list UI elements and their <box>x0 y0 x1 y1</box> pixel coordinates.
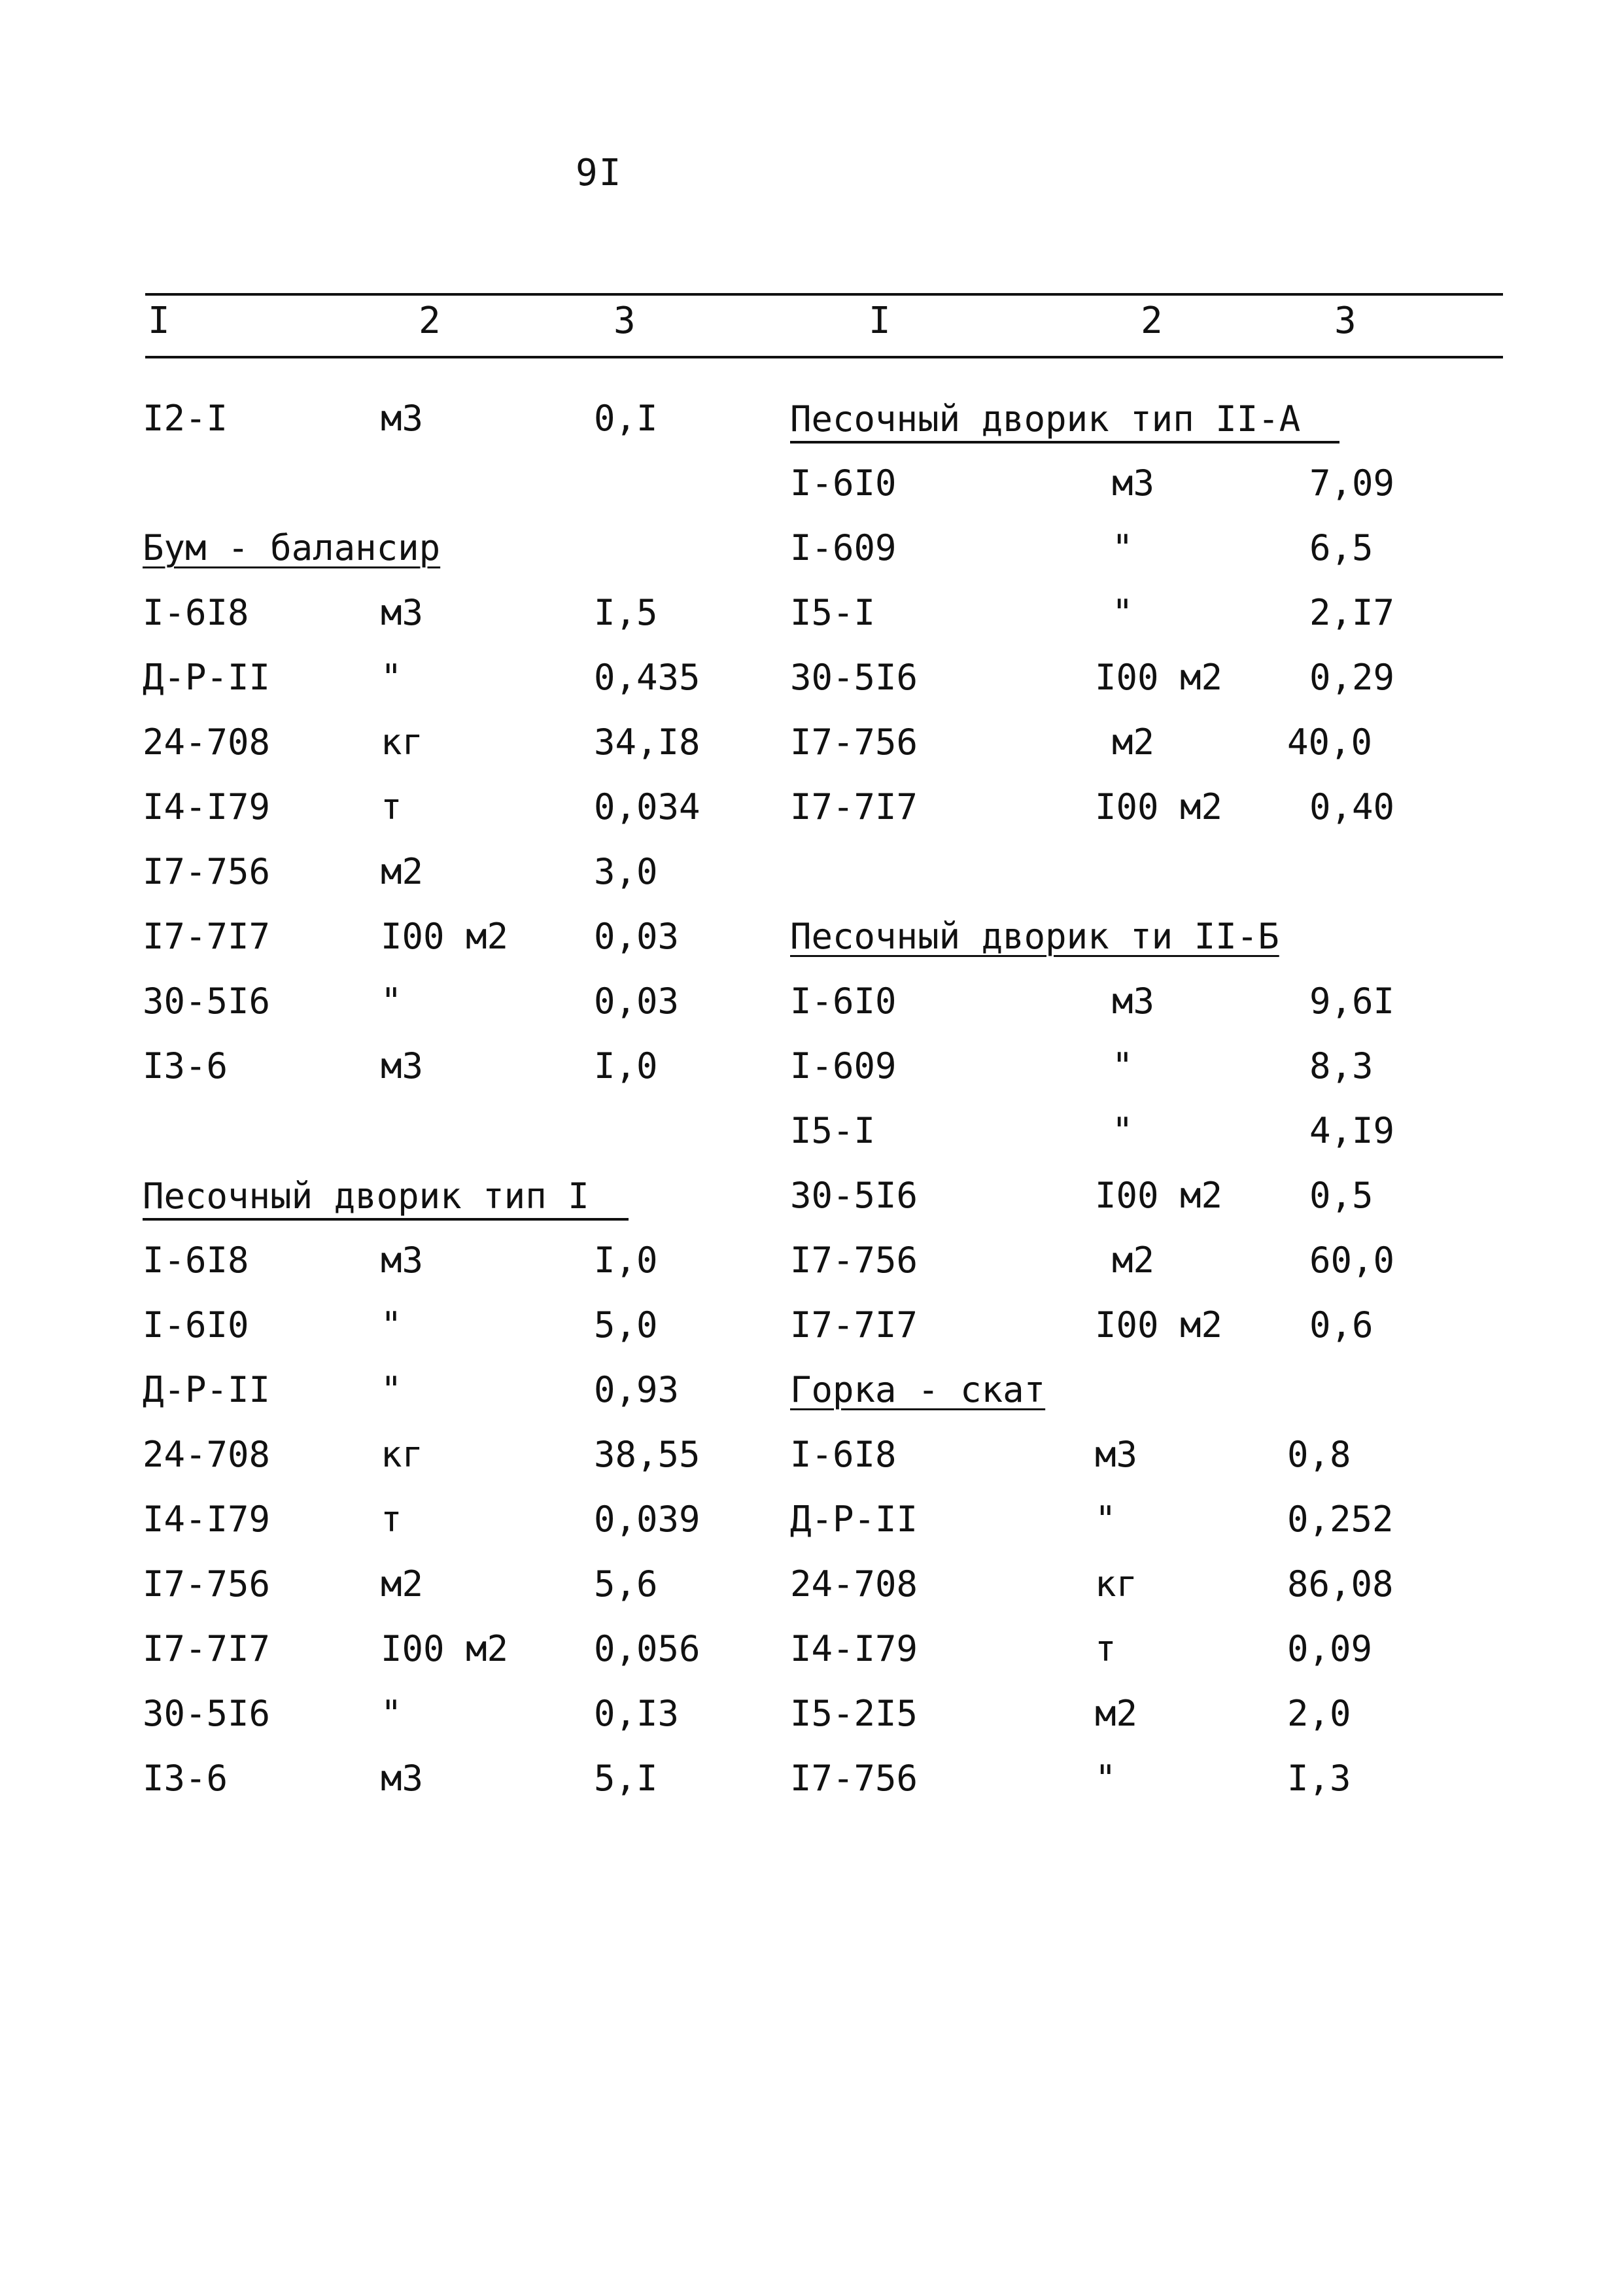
item-value: 0,039 <box>594 1499 700 1540</box>
item-code: I7-7I7 <box>143 1628 271 1669</box>
item-value: 2,0 <box>1287 1693 1351 1734</box>
item-unit: т <box>381 786 402 827</box>
item-value: 8,3 <box>1309 1045 1373 1087</box>
item-value: 34,I8 <box>594 722 700 763</box>
item-value: 4,I9 <box>1309 1110 1395 1151</box>
item-value: I,5 <box>594 592 658 633</box>
item-code: I-6I8 <box>790 1434 897 1475</box>
item-unit: I00 м2 <box>1095 1175 1223 1216</box>
item-code: I5-2I5 <box>790 1693 918 1734</box>
item-code: I5-I <box>790 592 876 633</box>
item-unit: кг <box>1095 1563 1138 1605</box>
item-unit: " <box>381 1304 402 1346</box>
item-code: I4-I79 <box>143 1499 271 1540</box>
item-value: 5,6 <box>594 1563 658 1605</box>
item-code: I-6I0 <box>143 1304 249 1346</box>
section-title: Песочный дворик тип I <box>143 1175 629 1221</box>
item-unit: I00 м2 <box>1095 657 1223 698</box>
item-value: 0,03 <box>594 981 680 1022</box>
page-number: 9I <box>576 152 623 194</box>
item-code: Д-Р-II <box>143 1369 271 1410</box>
item-unit: кг <box>381 1434 424 1475</box>
item-code: I2-I <box>143 398 228 439</box>
item-value: 0,29 <box>1309 657 1395 698</box>
item-value: I,3 <box>1287 1758 1351 1799</box>
item-code: 24-708 <box>143 1434 271 1475</box>
item-value: 6,5 <box>1309 527 1373 568</box>
item-code: I-6I0 <box>790 462 897 504</box>
item-value: 0,09 <box>1287 1628 1373 1669</box>
header-col-1: I <box>148 300 170 342</box>
item-unit: " <box>381 1693 402 1734</box>
item-code: 24-708 <box>143 722 271 763</box>
item-value: 0,435 <box>594 657 700 698</box>
item-code: I-6I8 <box>143 1240 249 1281</box>
item-code: I4-I79 <box>143 786 271 827</box>
item-value: 5,I <box>594 1758 658 1799</box>
item-code: I7-756 <box>143 1563 271 1605</box>
section-title: Горка - скат <box>790 1369 1046 1410</box>
item-value: 7,09 <box>1309 462 1395 504</box>
header-bottom-rule <box>145 356 1503 358</box>
item-unit: I00 м2 <box>381 1628 509 1669</box>
item-value: 0,40 <box>1309 786 1395 827</box>
item-code: Д-Р-II <box>143 657 271 698</box>
item-value: 0,93 <box>594 1369 680 1410</box>
item-unit: " <box>1095 1499 1116 1540</box>
item-code: I7-756 <box>790 1240 918 1281</box>
item-code: I3-6 <box>143 1758 228 1799</box>
item-unit: м2 <box>1112 722 1155 763</box>
item-code: I7-7I7 <box>143 916 271 957</box>
section-title: Песочный дворик тип II-А <box>790 398 1339 444</box>
item-value: I,0 <box>594 1240 658 1281</box>
header-col-5: 2 <box>1141 300 1163 342</box>
item-unit: м2 <box>381 851 424 892</box>
header-col-6: 3 <box>1334 300 1356 342</box>
item-value: 60,0 <box>1309 1240 1395 1281</box>
item-code: I7-7I7 <box>790 1304 918 1346</box>
item-value: 86,08 <box>1287 1563 1394 1605</box>
header-col-2: 2 <box>419 300 441 342</box>
item-value: 0,03 <box>594 916 680 957</box>
item-unit: м2 <box>1112 1240 1155 1281</box>
item-unit: т <box>1095 1628 1116 1669</box>
item-unit: м3 <box>381 398 424 439</box>
item-unit: " <box>1112 1110 1133 1151</box>
item-unit: т <box>381 1499 402 1540</box>
item-unit: " <box>1112 1045 1133 1087</box>
item-code: I-609 <box>790 527 897 568</box>
item-value: 0,5 <box>1309 1175 1373 1216</box>
item-unit: м3 <box>1112 462 1155 504</box>
item-value: 0,056 <box>594 1628 700 1669</box>
header-col-3: 3 <box>613 300 636 342</box>
header-col-4: I <box>869 300 891 342</box>
item-unit: " <box>1112 527 1133 568</box>
item-unit: м3 <box>1112 981 1155 1022</box>
item-value: 0,I <box>594 398 658 439</box>
item-code: 30-5I6 <box>790 1175 918 1216</box>
item-unit: м3 <box>381 1045 424 1087</box>
item-value: 40,0 <box>1287 722 1373 763</box>
item-unit: м3 <box>381 592 424 633</box>
item-unit: I00 м2 <box>381 916 509 957</box>
item-unit: I00 м2 <box>1095 786 1223 827</box>
section-title: Песочный дворик ти II-Б <box>790 916 1279 957</box>
item-code: 30-5I6 <box>143 1693 271 1734</box>
item-code: 30-5I6 <box>790 657 918 698</box>
item-code: I5-I <box>790 1110 876 1151</box>
item-value: I,0 <box>594 1045 658 1087</box>
item-value: 0,034 <box>594 786 700 827</box>
item-value: 0,8 <box>1287 1434 1351 1475</box>
item-value: 38,55 <box>594 1434 700 1475</box>
item-code: I7-756 <box>790 1758 918 1799</box>
item-code: I7-756 <box>790 722 918 763</box>
item-unit: " <box>1095 1758 1116 1799</box>
table-top-rule <box>145 293 1503 296</box>
item-code: I4-I79 <box>790 1628 918 1669</box>
section-title: Бум - балансир <box>143 527 441 568</box>
item-unit: " <box>1112 592 1133 633</box>
item-value: 0,252 <box>1287 1499 1394 1540</box>
item-code: I7-7I7 <box>790 786 918 827</box>
item-code: I3-6 <box>143 1045 228 1087</box>
item-value: 0,6 <box>1309 1304 1373 1346</box>
item-code: Д-Р-II <box>790 1499 918 1540</box>
item-value: 0,I3 <box>594 1693 680 1734</box>
item-code: I7-756 <box>143 851 271 892</box>
item-code: I-6I0 <box>790 981 897 1022</box>
item-unit: м3 <box>381 1758 424 1799</box>
item-unit: I00 м2 <box>1095 1304 1223 1346</box>
item-unit: м3 <box>1095 1434 1138 1475</box>
item-code: I-609 <box>790 1045 897 1087</box>
item-unit: м2 <box>381 1563 424 1605</box>
item-code: 24-708 <box>790 1563 918 1605</box>
item-value: 3,0 <box>594 851 658 892</box>
item-unit: " <box>381 1369 402 1410</box>
item-code: 30-5I6 <box>143 981 271 1022</box>
item-unit: " <box>381 981 402 1022</box>
item-unit: " <box>381 657 402 698</box>
item-value: 5,0 <box>594 1304 658 1346</box>
item-unit: м2 <box>1095 1693 1138 1734</box>
item-unit: кг <box>381 722 424 763</box>
item-unit: м3 <box>381 1240 424 1281</box>
item-code: I-6I8 <box>143 592 249 633</box>
item-value: 9,6I <box>1309 981 1395 1022</box>
item-value: 2,I7 <box>1309 592 1395 633</box>
